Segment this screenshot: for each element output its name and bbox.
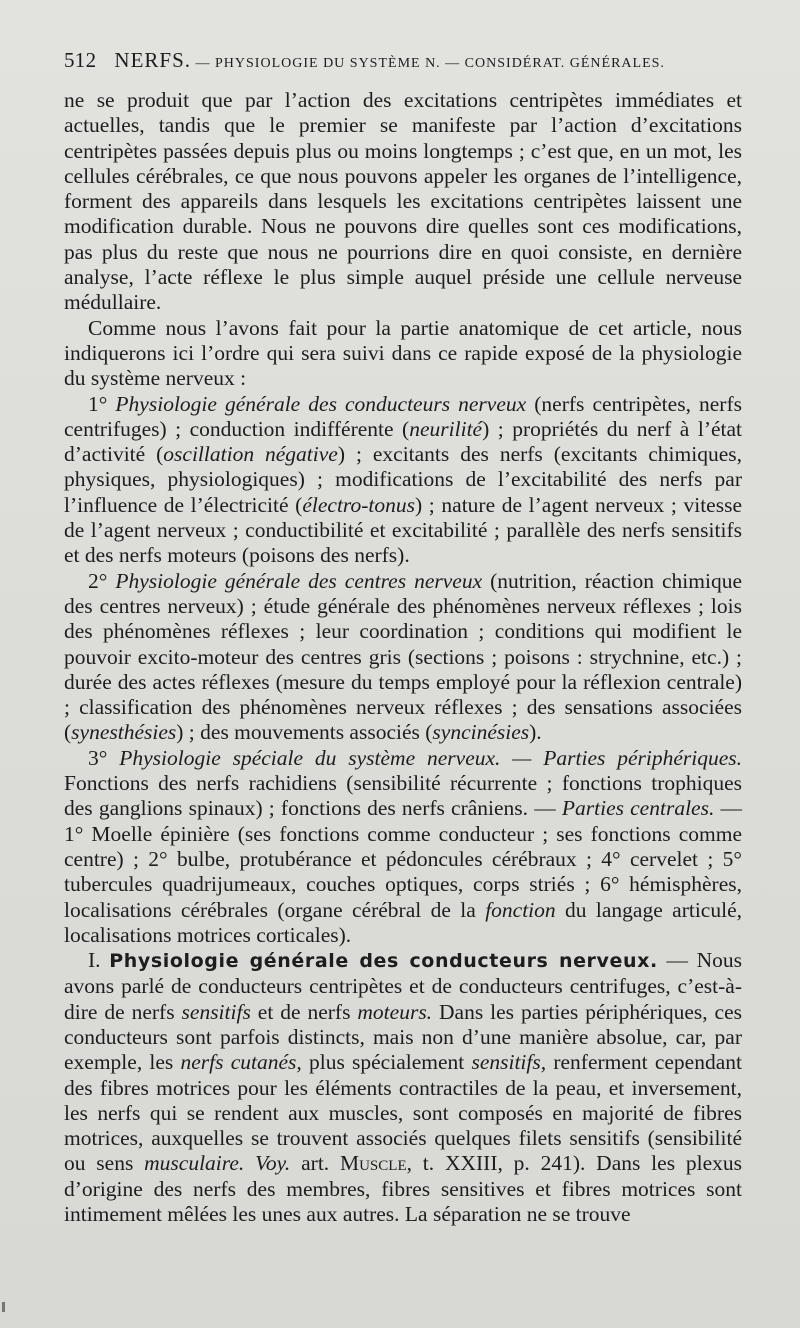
running-title-main: NERFS.	[114, 48, 192, 72]
list-item-3-number: 3°	[88, 745, 108, 770]
list-item-1-title: Physiologie générale des conducteurs nerveux	[115, 391, 527, 416]
page-body	[64, 88, 742, 1227]
page-number: 512	[64, 48, 97, 72]
list-item-2-title: Physiologie générale des centres nerveux	[115, 568, 483, 593]
italic-term: moteurs.	[357, 999, 433, 1024]
paragraph-introduction: Comme nous l’avons fait pour la partie anatomique de cet article, nous indiquerons ici l’ordre qui sera suivi dans ce rapide exposé de la physiologie du système nerveux :	[64, 315, 742, 391]
italic-term: neurilité	[409, 416, 483, 441]
italic-term: sensitifs,	[471, 1050, 547, 1075]
cross-reference: Muscle	[339, 1151, 407, 1176]
text-run: , t. XXIII, p. 241). Dans les plexus d’origine des nerfs des membres, fibres sensitives et fibres motrices sont intimement mêlées les unes aux autres. La séparation ne se trouve	[64, 1151, 742, 1227]
section-number: I.	[88, 948, 101, 973]
text-run: Fonctions des nerfs rachidiens (sensibilité récurrente ; fonctions trophiques des ganglions spinaux) ; fonctions des nerfs crâniens. —	[64, 771, 742, 821]
text-run: renferment cependant des fibres motrices pour les éléments contractiles de la peau, et inversement, les nerfs qui se rendent aux muscles, sont composés en majorité de fibres motrices, auxquelles se trouvent associés quelques filets sensitifs (sensibilité ou sens	[64, 1050, 742, 1176]
italic-term: musculaire. Voy.	[144, 1151, 291, 1176]
text-run: ) ; excitants des nerfs (excitants chimiques, physiques, physiologiques) ; modifications de l’excitabilité des nerfs par l’influence de l’électricité (	[64, 442, 743, 517]
scan-artifact	[2, 1302, 5, 1312]
list-item-1	[64, 392, 742, 569]
italic-term: synesthésies	[71, 720, 177, 745]
text-run: Dans les parties périphériques, ces conducteurs sont parfois distincts, mais non d’une manière absolue, car, par exemple, les	[64, 999, 742, 1075]
running-title	[114, 48, 665, 72]
running-header	[64, 48, 744, 78]
italic-term: oscillation négative	[163, 442, 338, 467]
italic-term: nerfs cutanés,	[180, 1050, 302, 1075]
italic-term: Parties centrales.	[561, 796, 715, 821]
list-item-1-number: 1°	[88, 391, 108, 416]
italic-term: électro-tonus	[302, 492, 415, 517]
text-run: ) ; des mouvements associés (	[176, 720, 433, 745]
text-run: ).	[529, 720, 542, 745]
list-item-3	[64, 746, 742, 948]
text-run: et de nerfs	[250, 999, 358, 1024]
italic-term: fonction	[485, 897, 556, 922]
text-run: plus spécialement	[301, 1050, 472, 1075]
list-item-3-title: Physiologie spéciale du système nerveux. — Parties périphériques.	[119, 745, 743, 770]
running-title-rest: — PHYSIOLOGIE DU SYSTÈME N. — CONSIDÉRAT. GÉNÉRALES.	[191, 56, 665, 71]
text-run: ) ; nature de l’agent nerveux ; vitesse de l’agent nerveux ; conductibilité et excitabilité ; parallèle des nerfs sensitifs et des nerfs moteurs (poisons des nerfs).	[64, 492, 742, 568]
text-run: — 1° Moelle épinière (ses fonctions comme conducteur ; ses fonctions comme centre) ; 2° bulbe, protubérance et pédoncules cérébraux ; 4° cervelet ; 5° tubercules quadrijumeaux, couches optiques, corps striés ; 6° hémisphères, localisations cérébrales (organe cérébral de la	[64, 796, 742, 922]
text-run: ) ; propriétés du nerf à l’état d’activité (	[64, 416, 743, 467]
text-run: du langage articulé, localisations motrices corticales).	[64, 897, 742, 947]
paragraph-continued: ne se produit que par l’action des excitations centripètes immédiates et actuelles, tandis que le premier se manifeste par l’action d’excitations centripètes passées depuis plus ou moins longtemps ; c’est que, en un mot, les cellules cérébrales, ce que nous pouvons appeler les organes de l’intelligence, forment des appareils dans lesquels les excitations centripètes laissent une modification durable. Nous ne pouvons dire quelles sont ces modifications, pas plus du reste que nous ne pourrions dire en quoi consiste, en dernière analyse, l’acte réflexe le plus simple auquel préside une cellule nerveuse médullaire.	[64, 88, 742, 315]
section-heading: Physiologie générale des conducteurs nerveux.	[109, 950, 658, 973]
text-run: (nerfs centripètes, nerfs centrifuges) ; conduction indifférente (	[64, 391, 742, 441]
section-paragraph	[64, 948, 742, 1227]
text-run: art.	[290, 1151, 340, 1176]
list-item-2	[64, 569, 742, 746]
text-run: (nutrition, réaction chimique des centres nerveux) ; étude générale des phénomènes nerveux réflexes ; lois des phénomènes réflexes ; leur coordination ; conditions qui modifient le pouvoir excito-moteur des centres gris (sections ; poisons : strychnine, etc.) ; durée des actes réflexes (mesure du temps employé pour la réflexion centrale) ; classification des phénomènes nerveux réflexes ; des sensations associées (	[64, 568, 743, 745]
list-item-2-number: 2°	[88, 568, 108, 593]
text-run: — Nous avons parlé de conducteurs centripètes et de conducteurs centrifuges, c’est-à-dire de nerfs	[64, 948, 742, 1024]
italic-term: sensitifs	[181, 999, 251, 1024]
italic-term: syncinésies	[432, 720, 530, 745]
